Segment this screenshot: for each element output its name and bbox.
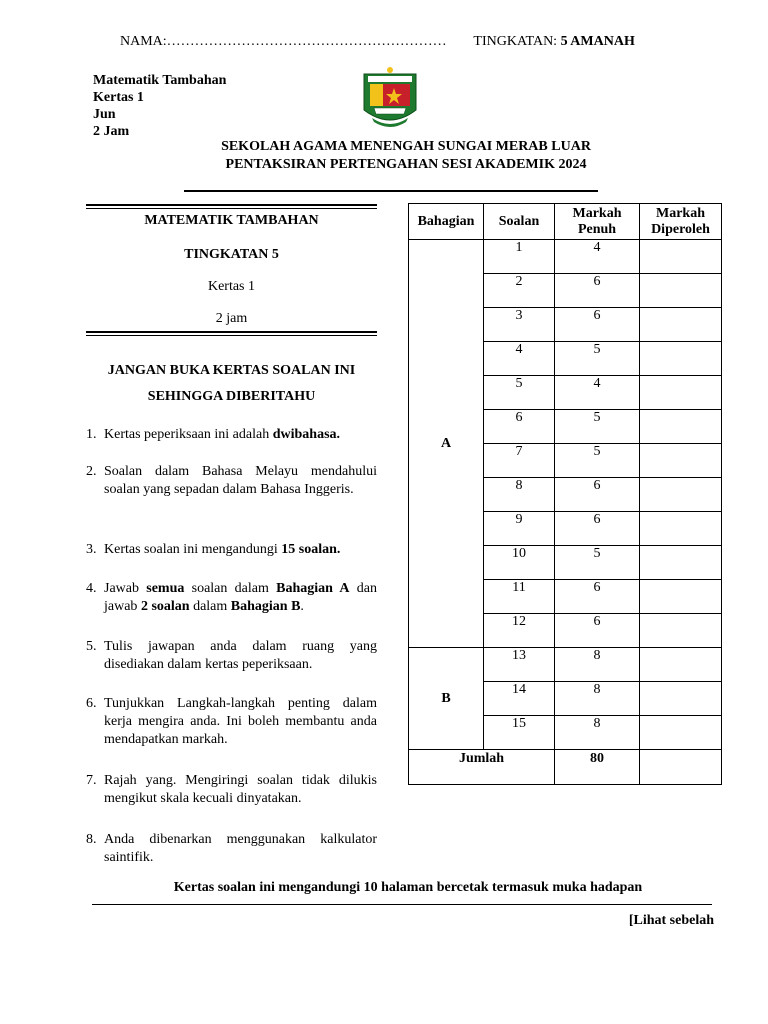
- footer-divider: [92, 904, 712, 905]
- school-crest-icon: [360, 64, 420, 132]
- full-marks-cell: 6: [555, 580, 640, 614]
- name-label: NAMA:……………………………………………………: [120, 34, 447, 49]
- header-obtained-marks: Markah Diperoleh: [640, 204, 722, 240]
- instruction-text: Tunjukkan Langkah-langkah penting dalam kerja mengira anda. Ini boleh membantu anda mendapatkan markah.: [104, 696, 377, 747]
- instruction-bold: Bahagian B: [230, 599, 301, 614]
- warning-line-2: SEHINGGA DIBERITAHU: [147, 389, 316, 404]
- obtained-marks-cell[interactable]: [640, 240, 722, 274]
- full-marks-cell: 5: [555, 410, 640, 444]
- page-count-note: Kertas soalan ini mengandungi 10 halaman bercetak termasuk muka hadapan: [173, 880, 643, 895]
- instruction-text: soalan dalam: [184, 581, 277, 596]
- full-marks-cell: 6: [555, 478, 640, 512]
- warning-line-1: JANGAN BUKA KERTAS SOALAN INI: [107, 363, 356, 378]
- do-not-open-warning: [86, 358, 377, 410]
- header-full-marks: Markah Penuh: [555, 204, 640, 240]
- question-number-cell: 8: [484, 478, 555, 512]
- full-marks-cell: 6: [555, 308, 640, 342]
- instruction-number: 1.: [86, 427, 97, 442]
- school-name: SEKOLAH AGAMA MENENGAH SUNGAI MERAB LUAR: [221, 139, 591, 154]
- form-value: 5 AMANAH: [560, 34, 635, 49]
- section-cell: B: [409, 648, 484, 750]
- obtained-marks-cell[interactable]: [640, 512, 722, 546]
- subject-paper: Kertas 1: [93, 90, 144, 105]
- obtained-marks-cell[interactable]: [640, 274, 722, 308]
- school-heading: [0, 138, 768, 174]
- question-number-cell: 10: [484, 546, 555, 580]
- table-header-row: [409, 204, 722, 240]
- cover-top-rule: [86, 204, 377, 209]
- instruction-number: 5.: [86, 639, 97, 654]
- question-number-cell: 11: [484, 580, 555, 614]
- subject-month: Jun: [93, 107, 116, 122]
- obtained-marks-cell[interactable]: [640, 546, 722, 580]
- question-number-cell: 3: [484, 308, 555, 342]
- question-number-cell: 2: [484, 274, 555, 308]
- instruction-1: [86, 426, 377, 444]
- instruction-bold: 15 soalan.: [281, 542, 341, 557]
- instruction-bold: 2 soalan: [140, 599, 190, 614]
- instruction-text: Soalan dalam Bahasa Melayu mendahului soalan yang sepadan dalam Bahasa Inggeris.: [104, 464, 377, 497]
- obtained-marks-cell[interactable]: [640, 478, 722, 512]
- full-marks-cell: 4: [555, 240, 640, 274]
- section-cell: A: [409, 240, 484, 648]
- instruction-number: 8.: [86, 832, 97, 847]
- form-label: TINGKATAN:: [473, 34, 561, 49]
- full-marks-cell: 5: [555, 546, 640, 580]
- heading-divider: [184, 190, 598, 192]
- exam-name: PENTAKSIRAN PERTENGAHAN SESI AKADEMIK 2024: [225, 157, 587, 172]
- instruction-3: [86, 541, 377, 559]
- question-number-cell: 5: [484, 376, 555, 410]
- header-question: Soalan: [484, 204, 555, 240]
- obtained-marks-cell[interactable]: [640, 410, 722, 444]
- cover-box: [86, 204, 377, 336]
- instruction-bold: semua: [146, 581, 185, 596]
- subject-name: Matematik Tambahan: [93, 73, 227, 88]
- full-marks-cell: 5: [555, 342, 640, 376]
- total-label: Jumlah: [409, 750, 555, 785]
- instruction-7: [86, 772, 377, 808]
- obtained-marks-cell[interactable]: [640, 580, 722, 614]
- obtained-marks-cell[interactable]: [640, 444, 722, 478]
- cover-paper: Kertas 1: [207, 279, 256, 294]
- school-logo: [360, 64, 420, 132]
- obtained-marks-cell[interactable]: [640, 308, 722, 342]
- obtained-marks-cell[interactable]: [640, 682, 722, 716]
- obtained-marks-cell[interactable]: [640, 614, 722, 648]
- question-number-cell: 12: [484, 614, 555, 648]
- full-marks-cell: 5: [555, 444, 640, 478]
- cover-title: MATEMATIK TAMBAHAN: [144, 213, 319, 228]
- total-row: [409, 750, 722, 785]
- full-marks-cell: 8: [555, 648, 640, 682]
- full-marks-cell: 8: [555, 716, 640, 750]
- full-marks-cell: 8: [555, 682, 640, 716]
- instruction-text: Rajah yang. Mengiringi soalan tidak dilukis mengikut skala kecuali dinyatakan.: [104, 773, 377, 806]
- instruction-bold: Bahagian A: [276, 581, 350, 596]
- student-name-line: [120, 34, 635, 50]
- total-value: 80: [555, 750, 640, 785]
- question-number-cell: 15: [484, 716, 555, 750]
- instruction-number: 7.: [86, 773, 97, 788]
- instruction-text: dalam: [189, 599, 231, 614]
- question-number-cell: 4: [484, 342, 555, 376]
- cover-duration: 2 jam: [215, 311, 248, 326]
- obtained-marks-cell[interactable]: [640, 376, 722, 410]
- question-number-cell: 7: [484, 444, 555, 478]
- instruction-text: dan jawab: [104, 581, 378, 614]
- question-number-cell: 1: [484, 240, 555, 274]
- full-marks-cell: 6: [555, 274, 640, 308]
- marks-table: [408, 203, 722, 785]
- subject-duration: 2 Jam: [93, 124, 130, 139]
- obtained-marks-cell[interactable]: [640, 342, 722, 376]
- question-number-cell: 13: [484, 648, 555, 682]
- obtained-marks-cell[interactable]: [640, 716, 722, 750]
- instruction-4: [86, 580, 377, 616]
- instruction-number: 2.: [86, 464, 97, 479]
- subject-block: [93, 72, 226, 140]
- full-marks-cell: 4: [555, 376, 640, 410]
- full-marks-cell: 6: [555, 614, 640, 648]
- instruction-5: [86, 638, 377, 674]
- instruction-2: [86, 463, 377, 499]
- total-obtained-cell[interactable]: [640, 750, 722, 785]
- instruction-text: Kertas soalan ini mengandungi: [104, 542, 282, 557]
- instruction-text: .: [300, 599, 304, 614]
- instruction-text: Kertas peperiksaan ini adalah: [104, 427, 273, 442]
- instruction-text: Anda dibenarkan menggunakan kalkulator saintifik.: [104, 832, 377, 865]
- table-row: [409, 648, 722, 682]
- full-marks-cell: 6: [555, 512, 640, 546]
- instruction-text: Tulis jawapan anda dalam ruang yang disediakan dalam kertas peperiksaan.: [104, 639, 377, 672]
- instruction-text: Jawab: [104, 581, 147, 596]
- header-section: Bahagian: [409, 204, 484, 240]
- instruction-bold: dwibahasa.: [272, 427, 341, 442]
- instruction-number: 4.: [86, 581, 97, 596]
- instruction-number: 3.: [86, 542, 97, 557]
- table-row: [409, 240, 722, 274]
- question-number-cell: 9: [484, 512, 555, 546]
- cover-form: TINGKATAN 5: [184, 247, 279, 262]
- cover-bottom-rule: [86, 331, 377, 336]
- instruction-6: [86, 695, 377, 749]
- instruction-8: [86, 831, 377, 867]
- instruction-number: 6.: [86, 696, 97, 711]
- question-number-cell: 6: [484, 410, 555, 444]
- turn-over-note: [Lihat sebelah: [628, 913, 714, 928]
- marks-table-body: [409, 240, 722, 785]
- obtained-marks-cell[interactable]: [640, 648, 722, 682]
- question-number-cell: 14: [484, 682, 555, 716]
